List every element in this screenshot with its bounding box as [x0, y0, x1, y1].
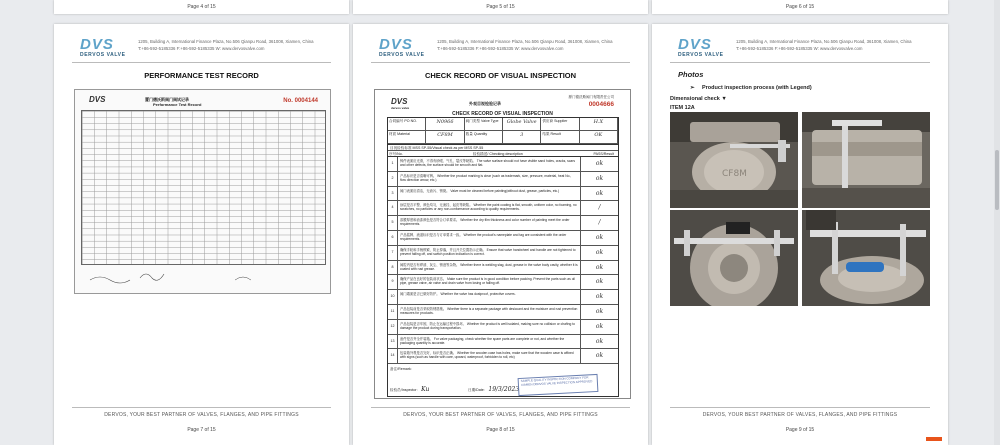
info-label: 供应商 Supplier [541, 118, 579, 131]
logo-mark: DVS [80, 36, 114, 53]
check-row [388, 187, 618, 202]
row-number: 1 [388, 157, 398, 171]
page-9 [652, 24, 948, 445]
remark-label: 备注/Remark： [390, 367, 415, 371]
scan-logo: DVS [391, 97, 408, 106]
row-description: 产品包装是否牢固，防止在运输过程中损坏。 Whether the product is well isolated, making sure no collision or chafing to damage the product during transportation. [400, 321, 575, 330]
criteria-line: 目视检验标准 MSS SP-55/Visual check as per MSS SP-55 [388, 145, 618, 151]
col-description: 检验描述/ Checking description [473, 152, 523, 156]
row-description: 阀门端面是否已做好防护。 Whether the valve has dustproof, protective covers. [400, 292, 516, 297]
valve-flange-photo [670, 112, 798, 208]
address-line: 1205, Building A, International Finance Plaza, No.506 Qianpu Road, 361008, Xiamen, China [736, 39, 912, 44]
check-row [388, 349, 618, 364]
row-result: ok [580, 261, 618, 275]
logo-subtitle: DERVOS VALVE [678, 52, 724, 58]
row-number: 2 [388, 172, 398, 186]
photos-title: Photos [678, 70, 704, 79]
info-value: 3 [503, 131, 541, 144]
row-result: ok [580, 246, 618, 260]
handwriting-marks [85, 240, 325, 290]
date-label: 日期/Date： [468, 388, 488, 392]
page-number: Page 4 of 15 [187, 4, 216, 10]
contact-line: T:+86-592-5185336 F:+86-592-5185335 W: www.dervosvalve.com [437, 45, 564, 51]
item-label: ITEM 12A [670, 105, 695, 111]
scan-logo: DVS [89, 95, 106, 104]
info-label: 阀门类型 Valve Type [465, 118, 503, 131]
header-address [736, 39, 921, 52]
row-result: ok [580, 172, 618, 186]
row-number: 11 [388, 305, 398, 319]
row-description: 阀腔内是否有焊渣、灰尘、锈迹等杂物。 Whether there is welding slag, dust, grease in the valve body cavity, whether it is coated with rust grease. [400, 262, 578, 271]
footer-slogan: DERVOS, YOUR BEST PARTNER OF VALVES, FLANGES, AND PIPE FITTINGS [702, 412, 898, 418]
photos-subtitle-text: Product inspection process (with Legend) [702, 85, 812, 91]
row-result: ok [580, 231, 618, 245]
row-result: / [580, 216, 618, 230]
page-number: Page 9 of 15 [785, 427, 815, 433]
row-description: 备件是否齐全并装箱。 For valve packaging, check whether the spare parts are complete or not, and whether the packaging quantity is accurate. [400, 336, 565, 345]
page-number: Page 7 of 15 [187, 427, 216, 433]
row-number: 7 [388, 246, 398, 260]
row-description: 产品铭牌、流道标识是否与订单要求一致。 Whether the product's nameplate and tag are consistent with the order requirements. [400, 232, 567, 241]
check-row [388, 305, 618, 320]
info-value: Globe Valve [503, 118, 541, 131]
page-top-6 [652, 0, 948, 14]
address-line: 1205, Building A, International Finance Plaza, No.506 Qianpu Road, 361008, Xiamen, China [138, 39, 314, 44]
row-description: 漆膜厚度和油漆颜色是否符合订单要求。 Whether the dry film thickness and color number of painting meet the order requirements. [400, 218, 570, 227]
row-result: ok [580, 157, 618, 171]
row-result: ok [580, 335, 618, 349]
info-label: 材质 Material [388, 131, 426, 144]
info-value: CF8M [426, 131, 464, 144]
footer-slogan: DERVOS, YOUR BEST PARTNER OF VALVES, FLANGES, AND PIPE FITTINGS [403, 412, 598, 418]
row-description: 产品标识是否清晰可辨。 Whether the product marking is clear (such as trademark, size, pressure, material, heat No., flow direction arrow, etc.) [400, 173, 572, 182]
inspector-signature: Ku [421, 386, 430, 393]
footer-slogan: DERVOS, YOUR BEST PARTNER OF VALVES, FLANGES, AND PIPE FITTINGS [104, 412, 299, 418]
row-number: 6 [388, 231, 398, 245]
check-rows [388, 157, 618, 364]
inspector-field [390, 386, 429, 393]
scan-title-en: CHECK RECORD OF VISUAL INSPECTION [452, 111, 553, 117]
check-row [388, 172, 618, 187]
header-address [437, 39, 622, 52]
scan-record-number: 0004666 [588, 101, 614, 108]
form-footer [388, 366, 618, 396]
check-row [388, 320, 618, 335]
page-title: PERFORMANCE TEST RECORD [144, 71, 259, 80]
row-result: ok [580, 349, 618, 363]
page-top-5 [353, 0, 648, 14]
row-number: 5 [388, 216, 398, 230]
footer-divider [72, 407, 331, 408]
page-number: Page 6 of 15 [785, 4, 815, 10]
page-number: Page 5 of 15 [486, 4, 515, 10]
inspection-stamp: SAMPLE QUALITY INSPECTION COMPANY FOR XIAMEN DERVOS VALVE INSPECTION APPROVED [518, 374, 599, 396]
check-row [388, 157, 618, 172]
row-result: ok [580, 275, 618, 289]
row-description: 包装箱外观是否完好，标识是否正确。 Whether the wooden case has holes, make sure that the wooden case is affixed with signs (such as handle with care, upward, waterproof, forbidden to roll, etc) [400, 351, 574, 360]
row-description: 确保产品在良好的包装前状态。 Make sure the product is in good condition before packing. Prevent the parts such as oil pipe, grease valve, air valve and drain valve from losing or falling off. [400, 277, 575, 286]
info-value: N0966 [426, 118, 464, 131]
row-number: 12 [388, 320, 398, 334]
scan-company: 厦门德沃斯阀门有限责任公司 [568, 95, 614, 99]
row-result: / [580, 201, 618, 215]
footer-divider [670, 407, 930, 408]
inspector-label: 检验员/Inspector： [390, 388, 421, 392]
scan-record-number: No. 0004144 [283, 98, 318, 104]
header-divider [670, 62, 930, 63]
row-result: ok [580, 290, 618, 304]
row-number: 9 [388, 275, 398, 289]
header-address [138, 39, 323, 52]
scan-logo-subtitle: dervos valve [391, 106, 410, 110]
scan-title-cn: 厦门德沃斯阀门阀试记录 [145, 97, 189, 102]
header-divider [371, 62, 630, 63]
check-row [388, 201, 618, 216]
info-label: 合同编号 PO NO. [388, 118, 426, 131]
scan-title-cn: 外观目视检验记录 [469, 101, 501, 106]
address-line: 1205, Building A, International Finance Plaza, No.506 Qianpu Road, 361008, Xiamen, China [437, 39, 613, 44]
check-row [388, 261, 618, 276]
info-label: 数量 Quantity [465, 131, 503, 144]
row-result: ok [580, 187, 618, 201]
logo-mark: DVS [678, 36, 712, 53]
row-description: 涂层是否平整，颜色均匀，无流挂、起皮等缺陷。 Whether the paint coating is flat, smooth, uniform color, no foaming, no scratches, no particles or any non-conformance according to quality requirements. [400, 203, 577, 212]
check-row [388, 216, 618, 231]
row-number: 13 [388, 335, 398, 349]
logo-subtitle: DERVOS VALVE [379, 52, 425, 58]
col-no: 序号/No. [389, 152, 403, 156]
page-7 [54, 24, 349, 445]
scrollbar-thumb[interactable] [995, 150, 999, 210]
row-number: 10 [388, 290, 398, 304]
row-description: 确保手轮和手柄锁紧，防止掉落，并且开关位置指示正确。 Ensure that valve handwheel and handle are not tightened to prevent falling off, and switch position indication is correct. [400, 247, 576, 256]
inspection-photo-4[interactable] [802, 210, 930, 306]
scan-title-en: Performance Test Record [153, 102, 202, 107]
scrollbar-track[interactable] [994, 0, 1000, 445]
row-result: ok [580, 320, 618, 334]
row-number: 4 [388, 201, 398, 215]
row-number: 8 [388, 261, 398, 275]
flange-diameter-photo [670, 210, 798, 306]
row-number: 14 [388, 349, 398, 363]
col-result: PASS/Result [593, 152, 614, 156]
info-value: H.X [580, 118, 618, 131]
dimensional-check-label: Dimensional check ▼ [670, 96, 727, 102]
row-description: 产品包装前是否采取防锈措施。 Whether there is a separate package with desiccant and the moisture and rust prevention measures for products. [400, 306, 578, 315]
inspection-photo-2[interactable] [802, 112, 930, 208]
arrow-right-icon: ➢ [690, 85, 695, 91]
bore-measure-photo [802, 210, 930, 306]
check-row [388, 290, 618, 305]
contact-line: T:+86-592-5185336 F:+86-592-5185335 W: www.dervosvalve.com [736, 45, 863, 51]
check-row [388, 246, 618, 261]
check-row [388, 231, 618, 246]
logo-subtitle: DERVOS VALVE [80, 52, 126, 58]
inspection-form [387, 117, 619, 397]
inspection-photo-1[interactable] [670, 112, 798, 208]
contact-line: T:+86-592-5185336 F:+86-592-5185335 W: www.dervosvalve.com [138, 45, 265, 51]
visual-inspection-scan [374, 89, 631, 399]
row-description: 阀门表面应清洁，无油污、锈斑。 Valve must be cleaned before painting(without dust, grease, particles, etc.) [400, 188, 560, 193]
date-value: 19/3/2023 [488, 386, 520, 393]
performance-record-scan [74, 89, 331, 294]
page-number: Page 8 of 15 [486, 427, 515, 433]
order-info-grid [388, 118, 618, 145]
check-row [388, 275, 618, 290]
page-top-4 [54, 0, 349, 14]
row-description: 铸件表面应光滑，不得有砂眼、气孔、裂纹等缺陷。 The valve surface should not have visible sand holes, cracks, scars and other defects, the surface should be smooth and flat. [400, 159, 575, 167]
footer-divider [371, 407, 630, 408]
flange-thickness-photo [802, 112, 930, 208]
header-divider [72, 62, 331, 63]
scroll-marker [926, 437, 942, 441]
info-label: 结果 Result [541, 131, 579, 144]
photos-subtitle [690, 85, 812, 91]
date-field [468, 386, 519, 393]
row-number: 3 [388, 187, 398, 201]
info-value: OK [580, 131, 618, 144]
page-8 [353, 24, 648, 445]
inspection-photo-3[interactable] [670, 210, 798, 306]
row-result: ok [580, 305, 618, 319]
svg-text:CF8M: CF8M [722, 169, 747, 179]
logo-mark: DVS [379, 36, 413, 53]
page-title: CHECK RECORD OF VISUAL INSPECTION [424, 71, 577, 80]
check-row [388, 335, 618, 350]
